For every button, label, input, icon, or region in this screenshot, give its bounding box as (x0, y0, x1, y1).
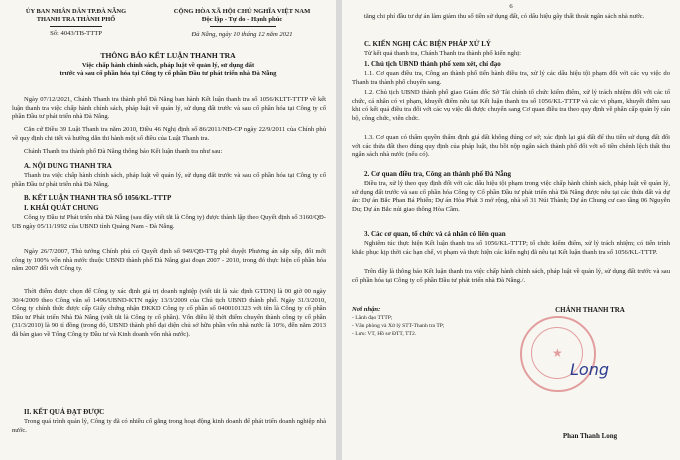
paragraph-intro: Ngày 07/12/2021, Chánh Thanh tra thành phố Đà Nẵng ban hành Kết luận thanh tra số 1056/KLTT-TTTP về kết luận thanh tra việc chấp hành chính sách, pháp luật về quản lý, sử dụng đất trước và sau cổ phần hóa tại Công ty cổ phần Đầu tư phát triển nhà Đà Nẵng. (12, 96, 326, 121)
paragraph-company-founding: Công ty Đầu tư Phát triển nhà Đà Nẵng (sau đây viết tắt là Công ty) được thành lập theo Quyết định số 3160/QĐ-UB ngày 05/11/1992 của UBND tỉnh Quảng Nam - Đà Nẵng. (12, 214, 326, 230)
section-a-heading: A. NỘI DUNG THANH TRA (24, 162, 112, 170)
recipient-item: - Văn phòng và Xử lý STT-Thanh tra TP; (352, 323, 445, 329)
recommendation-1-heading: 1. Chủ tịch UBND thành phố xem xét, chỉ đạo (364, 60, 501, 68)
closing-paragraph: Trên đây là thông báo Kết luận thanh tra việc chấp hành chính sách, pháp luật về quản lý, sử dụng đất trước và sau cổ phần hóa tại Công ty cổ phần Đầu tư phát triển nhà Đà Nẵng./. (352, 268, 670, 284)
signer-name: Phan Thanh Long (562, 432, 618, 440)
recommendation-3-body: Nghiêm túc thực hiện Kết luận thanh tra số 1056/KL-TTTP; tổ chức kiểm điểm, xử lý trách nhiệm; có tiến trình khắc phục kịp thời các hạn chế, vi phạm và thực hiện các kiến nghị đã nêu tại Kết luận thanh tra số 1056/KL-TTTP. (352, 240, 670, 256)
paragraph-legal-basis: Căn cứ Điều 39 Luật Thanh tra năm 2010, Điều 46 Nghị định số 86/2011/NĐ-CP ngày 22/9/2011 của Chính phủ về quy định chi tiết và hướng dẫn thi hành một số điều của Luật Thanh tra. (12, 126, 326, 142)
signature-icon: Long (570, 360, 609, 379)
recommendation-2-body: Điều tra, xử lý theo quy định đối với các dấu hiệu tội phạm trong việc chấp hành chính sách, pháp luật về quản lý, sử dụng đất trước và sau cổ phần hóa Công ty Cổ phần Đầu tư phát triển nhà Đà Nẵng được nêu tại các thửa đất và dự án: Dự án Bắc Phan Bá Phiến; Dự án Hòa Phát 3 mở rộng, nhà số 31 Núi Thành; Dự án Chung cư cao tầng 06 Nguyễn Du; Dự án Bắc núi giao thông Hòa Cầm. (352, 180, 670, 213)
paragraph-continuation: tăng chi phí đầu tư dự án làm giảm thu số tiền sử dụng đất, có dấu hiệu gây thất thoát ngân sách nhà nước. (364, 13, 645, 20)
motto: Độc lập - Tự do - Hạnh phúc (201, 16, 283, 23)
recommendation-2-heading: 2. Cơ quan điều tra, Công an thành phố Đà Nẵng (364, 170, 512, 178)
paragraph-valuation: Thời điểm được chọn để Công ty xác định giá trị doanh nghiệp (viết tắt là xác định GTDN) là 00 giờ 00 ngày 30/4/2009 theo Công văn số 1496/UBND-KTN ngày 13/3/2009 của Chủ tịch UBND thành phố. Ngày 31/3/2010, Công ty chính thức được cấp Giấy chứng nhận ĐKKD Công ty cổ phần số 0400101323 với tên là Công ty cổ phần Đầu tư Phát triển Nhà Đà Nẵng (viết tắt là Công ty cổ phần). Vốn điều lệ thời điểm chuyển thành công ty cổ phần (31/3/2010) là 90 tỉ đồng (trong đó, UBND thành phố đại diện chủ sở hữu phần vốn nhà nước là 10%, đến năm 2013 đã bàn giao về Tổng Công ty Đầu tư và Kinh doanh vốn nhà nước). (12, 288, 326, 338)
nation-heading: CỘNG HÒA XÃ HỘI CHỦ NGHĨA VIỆT NAM (173, 8, 311, 15)
recommendation-1-3: 1.3. Cơ quan có thẩm quyền thẩm định giá đất không đúng cơ sở; xác định lại giá đất để thu tiền sử dụng đất đối với các thửa đất theo đúng quy định của pháp luật, thu hồi nộp ngân sách thành phố đối với số tiền chênh lệch thất thu ngân sách nhà nước (nếu có). (352, 134, 670, 159)
section-c-heading: C. KIẾN NGHỊ CÁC BIỆN PHÁP XỬ LÝ (364, 40, 491, 48)
document-number: Số: 4043/TB-TTTP (50, 30, 102, 37)
place-date: Đà Nẵng, ngày 10 tháng 12 năm 2021 (191, 31, 293, 38)
paragraph-restructuring: Ngày 26/7/2007, Thủ tướng Chính phủ có Quyết định số 949/QĐ-TTg phê duyệt Phương án sắp xếp, đổi mới công ty 100% vốn nhà nước thuộc UBND thành phố Đà Nẵng giai đoạn 2007 - 2010, trong đó thực hiện cổ phần hóa năm 2007 đối với Công ty. (12, 248, 326, 273)
motto-underline (210, 26, 276, 27)
document-page-left (0, 0, 336, 460)
paragraph-announcement: Chánh Thanh tra thành phố Đà Nẵng thông báo Kết luận thanh tra như sau: (24, 148, 223, 155)
paragraph-results: Trong quá trình quản lý, Công ty đã có nhiều cố gắng trong hoạt động kinh doanh để phát triển doanh nghiệp nhà nước. (12, 418, 326, 434)
official-seal-icon: ★ (520, 316, 596, 392)
section-i-heading: I. KHÁI QUÁT CHUNG (24, 204, 99, 212)
agency-line-2: THANH TRA THÀNH PHỐ (36, 16, 116, 23)
section-b-heading: B. KẾT LUẬN THANH TRA SỐ 1056/KL-TTTP (24, 194, 172, 202)
recommendation-intro: Từ kết quả thanh tra, Chánh Thanh tra thành phố kiến nghị: (364, 50, 521, 57)
recipient-item: - Lưu: VT, Hồ sơ ĐTT, TT2. (352, 331, 417, 337)
recommendation-3-heading: 3. Các cơ quan, tổ chức và cá nhân có liên quan (364, 230, 506, 238)
notice-title: THÔNG BÁO KẾT LUẬN THANH TRA (100, 51, 236, 60)
notice-subtitle-1: Việc chấp hành chính sách, pháp luật về quản lý, sử dụng đất (81, 62, 255, 69)
recommendation-1-2: 1.2. Chủ tịch UBND thành phố giao Giám đốc Sở Tài chính tổ chức kiểm điểm, xử lý trách nhiệm đối với các tổ chức, cá nhân có vi phạm, khuyết điểm nêu tại Kết luận thanh tra số 1056/KL-TTTP và các vi phạm, khuyết điểm sau khi có kết quả điều tra đối với các vụ việc đã được chuyển sang Cơ quan điều tra theo quy định về phân cấp quản lý cán bộ, công chức, viên chức. (352, 89, 670, 122)
agency-line-1: ỦY BAN NHÂN DÂN TP.ĐÀ NẴNG (25, 8, 127, 15)
document-page-right (342, 0, 680, 460)
section-ii-heading: II. KẾT QUẢ ĐẠT ĐƯỢC (24, 408, 105, 416)
recipient-item: - Lãnh đạo TTTP; (352, 315, 393, 321)
recommendation-1-1: 1.1. Cơ quan điều tra, Công an thành phố tiến hành điều tra, xử lý các dấu hiệu tội phạm đối với các vụ việc do Thanh tra thành phố chuyển sang. (352, 70, 670, 86)
page-number: 6 (509, 3, 513, 10)
signer-title: CHÁNH THANH TRA (555, 306, 625, 314)
paragraph-inspection-content: Thanh tra việc chấp hành chính sách, pháp luật về quản lý, sử dụng đất trước và sau cổ phần hóa tại Công ty cổ phần Đầu tư phát triển nhà Đà Nẵng. (12, 172, 326, 188)
agency-underline (50, 26, 102, 27)
recipients-label: Nơi nhận: (352, 306, 381, 313)
notice-subtitle-2: trước và sau cổ phần hóa tại Công ty cổ phần Đầu tư phát triển nhà Đà Nẵng (59, 70, 277, 77)
